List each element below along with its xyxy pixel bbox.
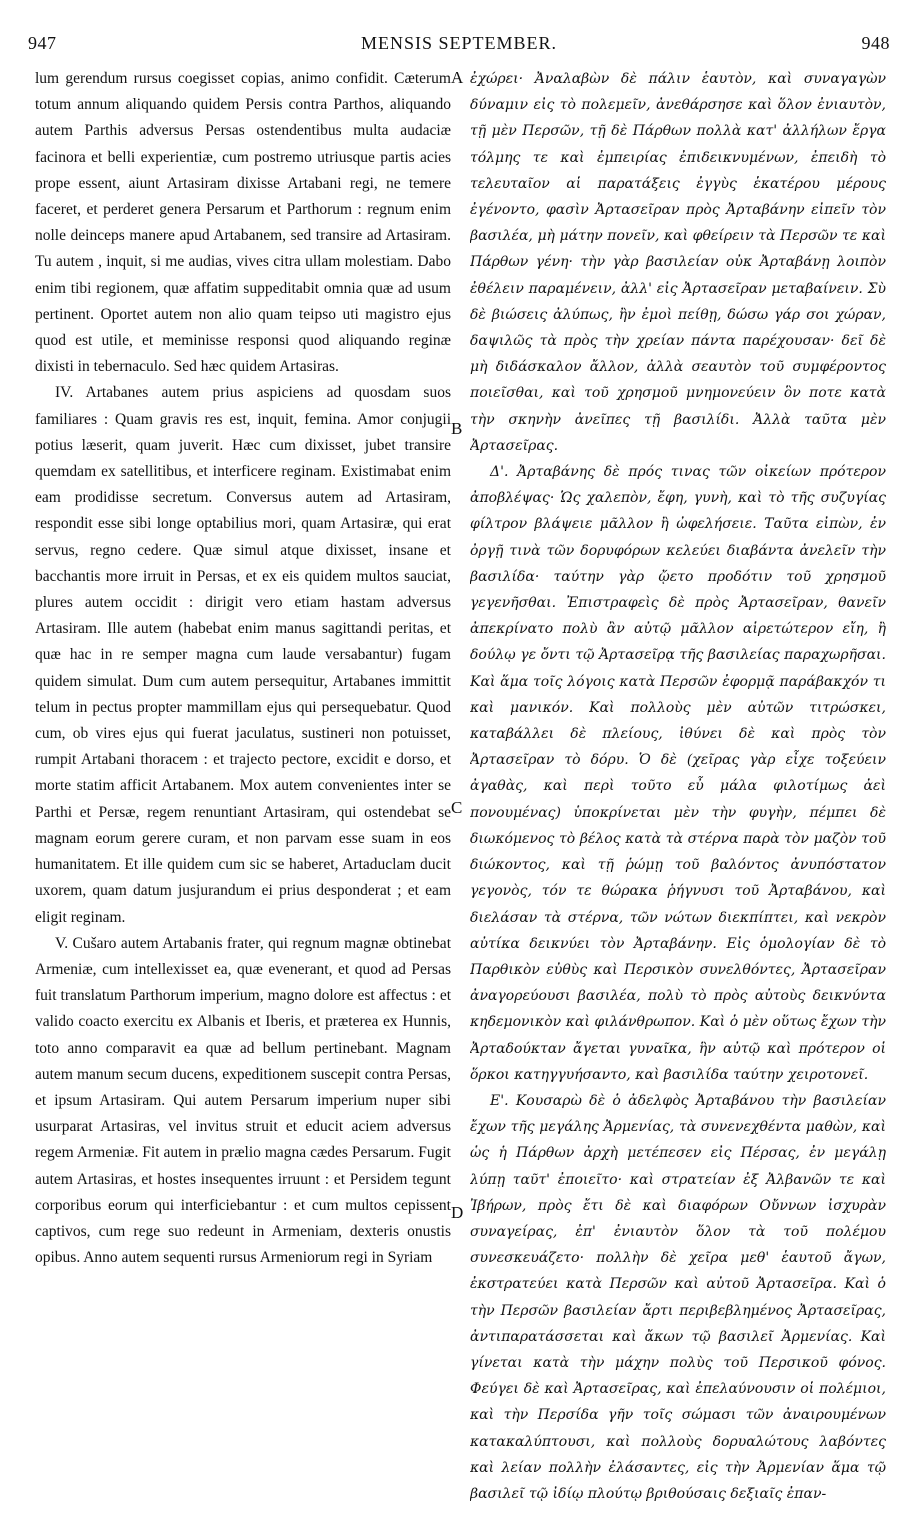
greek-paragraph: Δ'. Ἀρταβάνης δὲ πρός τινας τῶν οἰκείων πρότερον ἀποβλέψας· Ὡς χαλεπὸν, ἔφη, γυνὴ, καὶ τὸ τῆς συζυγίας φίλτρον βλάψειε μᾶλλον ἢ ὠφελήσειε. Ταῦτα εἰπὼν, ἐν ὀργῇ τινὰ τῶν δορυφόρων κελεύει διαβάντα ἀνελεῖν τὴν βασιλίδα· ταύτην γὰρ ᾤετο προδότιν τοῦ χρησμοῦ γεγενῆσθαι. Ἐπιστραφεὶς δὲ πρὸς Ἀρτασεῖραν, θανεῖν ἀπεκρίνατο πολὺ ἂν αὐτῷ μᾶλλον αἱρετώτερον εἴη, ἢ δούλῳ γε ὄντι τῷ Ἀρτασεῖρᾳ τῆς βασιλείας παραχωρῆσαι. Καὶ ἅμα τοῖς λόγοις κατὰ Περσῶν ἐφορμᾷ παράβακχόν τι καὶ μανικόν. Καὶ πολλοὺς μὲν αὐτῶν τιτρώσκει, καταβάλλει δὲ πλείους, ἰθύνει δὲ καὶ πρὸς τὸν Ἀρτασεῖραν τὸ δόρυ. Ὁ δὲ (χεῖρας γὰρ εἶχε τοξεύειν ἀγαθὰς, καὶ περὶ τοῦτο εὖ μάλα φιλοτίμως ἀεὶ πονουμένας) ὑποκρίνεται μὲν τὴν φυγὴν, πέμπει δὲ διωκόμενος τὸ βέλος κατὰ τὰ στέρνα παρὰ τὸν μαζὸν τοῦ διώκοντος, καὶ τῇ ῥώμῃ τοῦ βαλόντος ἀνυπόστατον γεγονὸς, τόν τε θώρακα ῥήγνυσι τοῦ Ἀρταβάνου, καὶ διελάσαν τὰ στέρνα, τῶν νώτων διεκπίπτει, καὶ νεκρὸν αὐτίκα δεικνύει τὸν Ἀρταβάνην. Εἰς ὁμολογίαν δὲ τὸ Παρθικὸν εὐθὺς καὶ Περσικὸν συνελθόντες, Ἀρτασεῖραν ἀναγορεύουσι βασιλέα, πολὺ τὸ πρὸς αὐτοὺς δεικνύντα κηδεμονικὸν καὶ φιλάνθρωπον. Καὶ ὁ μὲν οὕτως ἔχων τὴν Ἀρταδούκταν ἄγεται γυναῖκα, ἣν αὐτῷ καὶ πρότερον οἱ ὅρκοι κατηγγυήσαντο, καὶ βασιλίδα ταύτην χειροτονεῖ. — [470, 464, 886, 1083]
section-marker-c: C — [451, 798, 463, 817]
latin-paragraph: lum gerendum rursus coegisset copias, animo confidit. Cæterum totum annum aliquando quidem Persis contra Parthos, aliquando autem Parthis adversus Persas ostendentibus multa audaciæ facinora et belli experientiæ, cum postremo utriusque partis acies prope essent, aiunt Artasiram dixisse Artabani regi, ne temere faceret, et perderet genera Persarum et Parthorum : regnum enim nolle deinceps manere apud Artabanem, sed transire ad Artasiram. Tu autem , inquit, si me audias, vives citra ullam molestiam. Dabo enim tibi regionem, quæ affatim suppeditabit omnia quæ ad usum pertinent. Oportet autem non alio quam teipso uti magistro ejus quod est utile, et meminisse responsi quod aliquando reginæ dixisti in tebernaculo. Sed hæc quidem Artasiras. — [35, 70, 451, 376]
section-marker-a: A — [451, 68, 464, 87]
section-marker-b: B — [451, 419, 463, 438]
greek-paragraph: Ε'. Κουσαρὼ δὲ ὁ ἀδελφὸς Ἀρταβάνου τὴν βασιλείαν ἔχων τῆς μεγάλης Ἀρμενίας, τὰ συνενεχθέντα μαθὼν, καὶ ὡς ἡ Πάρθων ἀρχὴ μετέπεσεν εἰς Πέρσας, ἐν μεγάλῃ λύπῃ ταῦτ' ἐποιεῖτο· καὶ στρατείαν ἐξ Ἀλβανῶν τε καὶ Ἰβήρων, πρὸς ἔτι δὲ καὶ διαφόρων Οὔννων ἰσχυρὰν συναγείρας, ἐπ' ἐνιαυτὸν ὅλον τὰ τοῦ πολέμου συνεσκευάζετο· πολλὴν δὲ χεῖρα μεθ' ἑαυτοῦ ἄγων, ἐκστρατεύει κατὰ Περσῶν καὶ αὐτοῦ Ἀρτασεῖρα. Καὶ ὁ τὴν Περσῶν βασιλείαν ἄρτι περιβεβλημένος Ἀρτασεῖρας, ἀντιπαρατάσσεται καὶ ἄκων τῷ βασιλεῖ Ἀρμενίας. Καὶ γίνεται κατὰ τὴν μάχην πολὺς τοῦ Περσικοῦ φόνος. Φεύγει δὲ καὶ Ἀρτασεῖρας, καὶ ἐπελαύνουσιν οἱ πολέμιοι, καὶ τὴν Περσίδα γῆν τοῖς σώμασι τῶν ἀναιρουμένων κατακαλύπτουσι, καὶ πολλοὺς δορυαλώτους λαβόντες καὶ λείαν πολλὴν ἐλάσαντες, εἰς τὴν Ἀρμενίαν ἅμα τῷ βασιλεῖ τῷ ἰδίῳ πλούτῳ βριθούσαις δεξιαῖς ἐπαν- — [470, 1092, 886, 1502]
page-number-right: 948 — [861, 33, 890, 53]
running-title: MENSIS SEPTEMBER. — [360, 33, 558, 53]
latin-column — [35, 66, 451, 1532]
latin-paragraph: IV. Artabanes autem prius aspiciens ad quosdam suos familiares : Quam gravis res est, inquit, femina. Amor conjugii potius læserit, quam juverit. Hæc cum dixisset, jubet transire quemdam ex satellitibus, et interficere reginam. Existimabat enim eam prodidisse secretum. Conversus autem ad Artasiram, respondit esse sibi longe optabilius mori, quam Artasiræ, qui erat servus, regno cedere. Quæ simul atque dixisset, insane et bacchantis more irruit in Persas, et ex eis quidem multos sauciat, plures autem occidit : dirigit vero etiam hastam adversus Artasiram. Ille autem (habebat enim manus sagittandi peritas, et quæ hac in re semper magna cum laude versabantur) fugam quidem simulat. Dum cum autem persequitur, Artabanes immittit telum in pectus propter mammillam ejus qui persequebatur. Quod cum, ob vires ejus qui fuerat jaculatus, sustineri non potuisset, rumpit Artabani thoracem : et trajecto pectore, excidit e dorso, et morte statim afficit Artabanem. Mox autem convenientes inter se Parthi et Persæ, regem renuntiant Artasiram, qui ostendebat se magnam eorum gerere curam, et non parvam esse suam in eos humanitatem. Et ille quidem cum sic se haberet, Artaduclam ducit uxorem, quam datum jusjurandum ei prius desponderat ; et eam eligit reginam. — [35, 384, 451, 926]
greek-paragraph: ἐχώρει· Ἀναλαβὼν δὲ πάλιν ἑαυτὸν, καὶ συναγαγὼν δύναμιν εἰς τὸ πολεμεῖν, ἀνεθάρσησε καὶ ὅλον ἐνιαυτὸν, τῇ μὲν Περσῶν, τῇ δὲ Πάρθων πολλὰ κατ' ἀλλήλων ἔργα τόλμης τε καὶ ἐμπειρίας ἐπιδεικνυμένων, ἐπειδὴ τὸ τελευταῖον αἱ παρατάξεις ἐγγὺς ἑκατέρου μέρους ἐγένοντο, φασὶν Ἀρτασεῖραν πρὸς Ἀρταβάνην εἰπεῖν τὸν βασιλέα, μὴ μάτην πονεῖν, καὶ φθείρειν τὰ Περσῶν τε καὶ Πάρθων γένη· τὴν γὰρ βασιλείαν οὐκ Ἀρταβάνῃ λοιπὸν ἐθέλειν παραμένειν, ἀλλ' εἰς Ἀρτασεῖραν μεταβαίνειν. Σὺ δὲ βιώσεις ἀλύπως, ἢν ἐμοὶ πείθῃ, δώσω γάρ σοι χώραν, δαψιλῶς τὰ πρὸς τὴν χρείαν πάντα παρέχουσαν· δεῖ δὲ μὴ διδάσκαλον ἄλλον, ἀλλὰ σεαυτὸν τοῦ συμφέροντος ποιεῖσθαι, καὶ τοῦ χρησμοῦ μνημονεύειν ὃν ποτε κατὰ τὴν σκηνὴν ἀνεῖπες τῇ βασιλίδι. Ἀλλὰ ταῦτα μὲν Ἀρτασεῖρας. — [470, 71, 886, 454]
page-number-left: 947 — [28, 33, 57, 53]
section-marker-d: D — [451, 1203, 464, 1222]
greek-column — [470, 66, 886, 1532]
latin-paragraph: V. Cušaro autem Artabanis frater, qui regnum magnæ obtinebat Armeniæ, cum intellexisset ea, quæ evenerant, et quod ad Persas fuit translatum Parthorum imperium, magno dolore est affectus : et valido coacto exercitu ex Albanis et Iberis, et præterea ex Hunnis, toto anno comparavit ea quæ ad bellum pertinebant. Magnam autem manum secum ducens, expeditionem suscepit contra Persas, et ipsum Artasiram. Qui autem Persarum imperium nuper sibi usurparat Artasiras, vel invitus struit et educit aciem adversus regem Armeniæ. Fit autem in prælio magna cædes Persarum. Fugit autem Artasiras, et hostes insequentes irruunt : et Persidem tegunt corporibus eorum qui interficiebantur : et cum multos cepissent captivos, cum rege suo redeunt in Armeniam, dexteris onustis opibus. Anno autem sequenti rursus Armeniorum regi in Syriam — [35, 934, 451, 1267]
page-header — [28, 30, 890, 56]
